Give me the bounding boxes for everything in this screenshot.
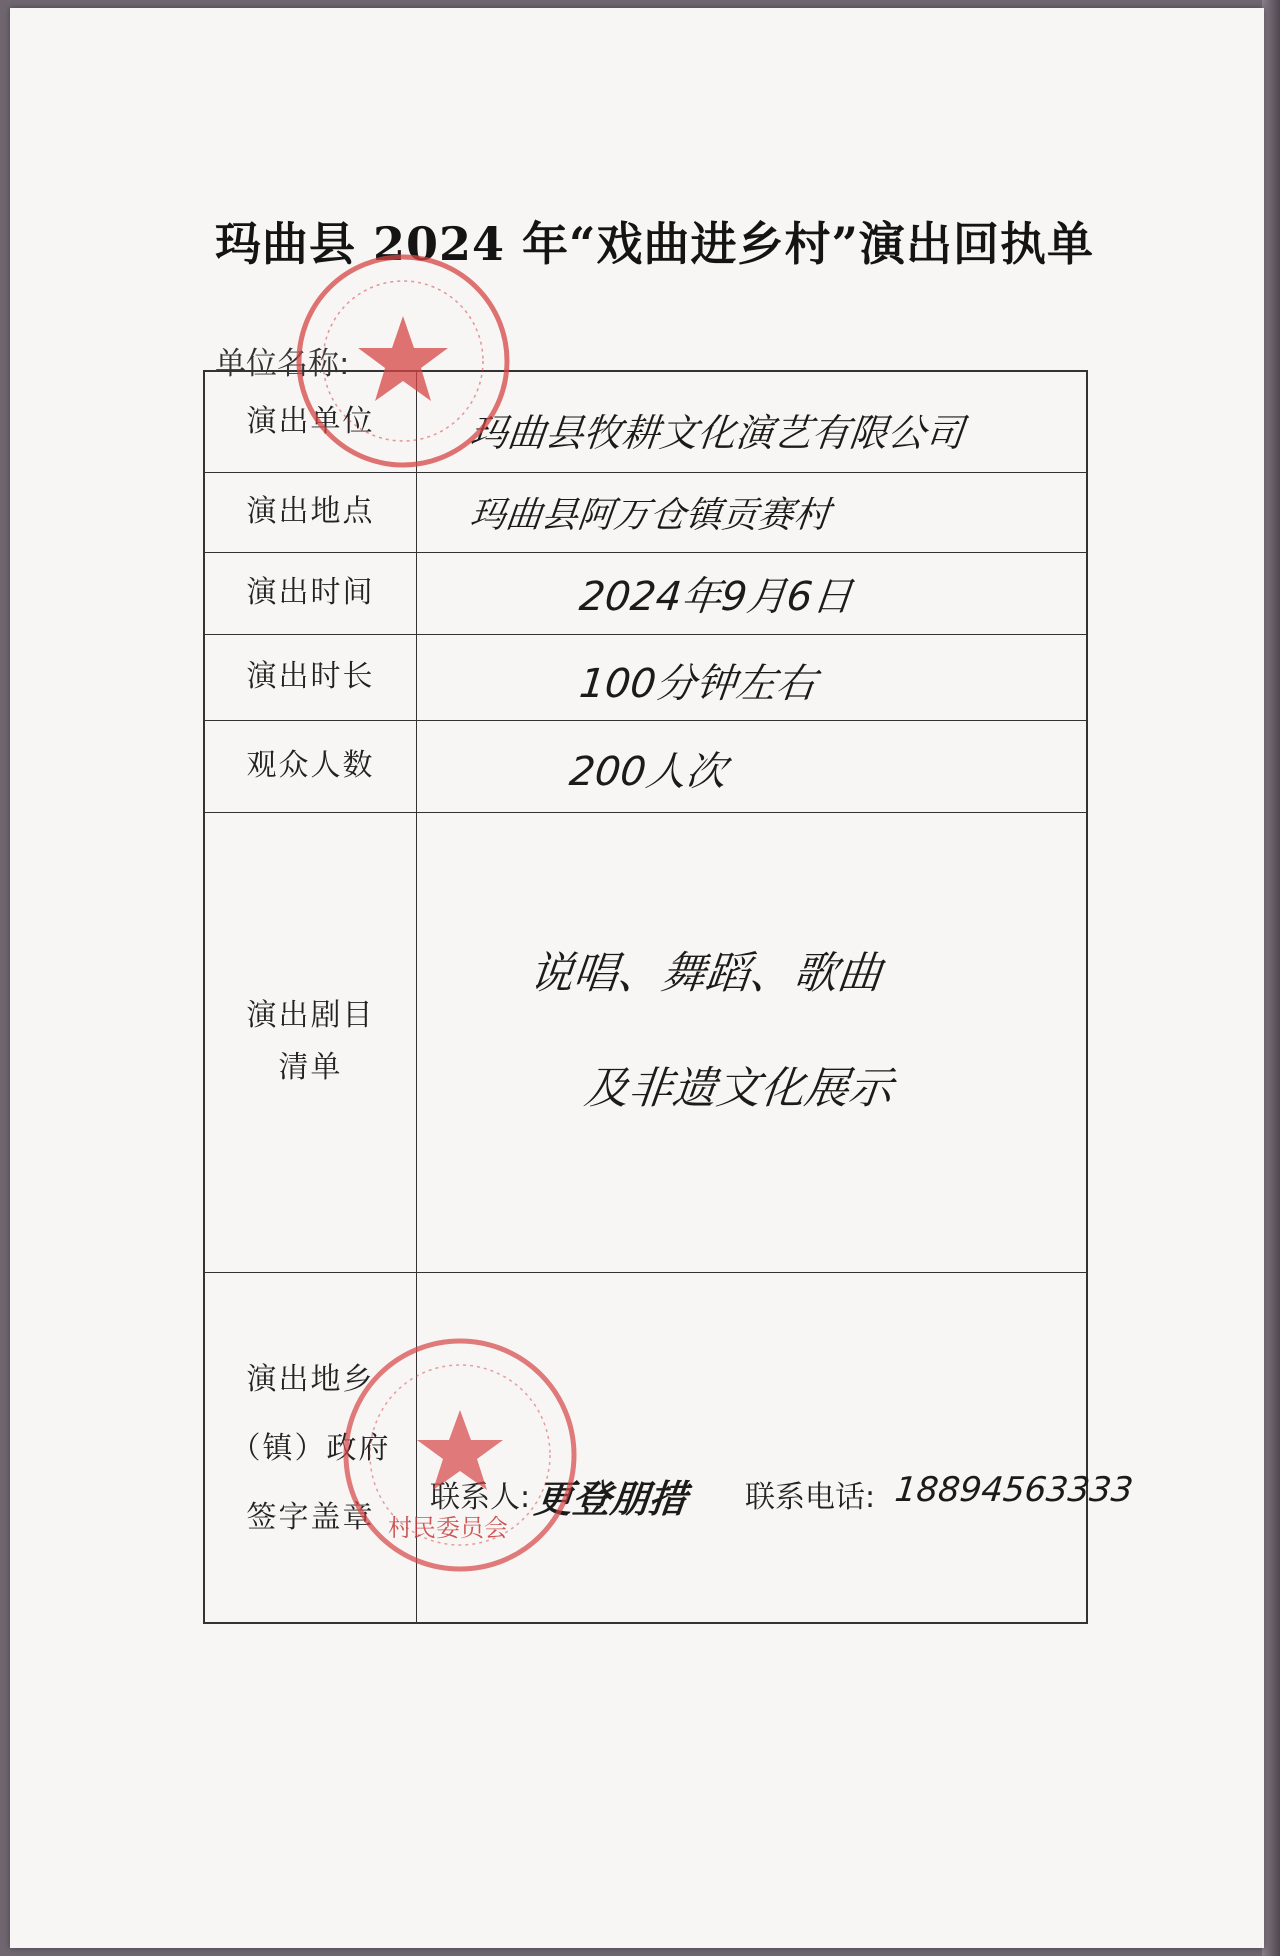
seal-star-icon bbox=[358, 316, 448, 401]
audience-value: 200人次 bbox=[567, 749, 729, 795]
program-label-line2: 清单 bbox=[278, 1050, 343, 1085]
duration-value: 100分钟左右 bbox=[577, 661, 819, 707]
program-label bbox=[205, 812, 416, 1272]
government-label-line3: 签字盖章 bbox=[246, 1499, 375, 1535]
performer-label: 演出单位 bbox=[246, 403, 375, 439]
contact-person-signature: 更登朋措 bbox=[532, 1477, 689, 1521]
audience-label: 观众人数 bbox=[246, 747, 375, 783]
unit-name-label: 单位名称: bbox=[215, 346, 350, 382]
government-label-line1: 演出地乡 bbox=[246, 1361, 375, 1397]
date-label: 演出时间 bbox=[246, 574, 375, 610]
contact-phone-label: 联系电话: bbox=[745, 1480, 876, 1515]
program-label-line1: 演出剧目 bbox=[246, 997, 375, 1033]
village-committee-stamp-text: 村民委员会 bbox=[388, 1514, 508, 1542]
location-label: 演出地点 bbox=[246, 493, 375, 529]
receipt-form-paper bbox=[10, 8, 1264, 1948]
company-seal-stamp bbox=[288, 246, 518, 476]
date-value: 2024年9月6日 bbox=[577, 574, 855, 620]
program-line2: 及非遗文化展示 bbox=[581, 1063, 896, 1114]
contact-phone-value: 18894563333 bbox=[892, 1470, 1136, 1510]
location-value: 玛曲县阿万仓镇贡赛村 bbox=[467, 495, 832, 536]
stamp-star-icon bbox=[417, 1410, 503, 1490]
contact-person-label: 联系人: bbox=[430, 1480, 531, 1515]
document-title: 玛曲县 2024 年“戏曲进乡村”演出回执单 bbox=[215, 217, 1094, 271]
duration-label: 演出时长 bbox=[246, 658, 375, 694]
background-surface bbox=[1262, 0, 1280, 1956]
performer-value: 玛曲县牧耕文化演艺有限公司 bbox=[467, 411, 966, 455]
program-line1: 说唱、舞蹈、歌曲 bbox=[526, 948, 885, 999]
government-label-line2: （镇）政府 bbox=[230, 1430, 391, 1466]
